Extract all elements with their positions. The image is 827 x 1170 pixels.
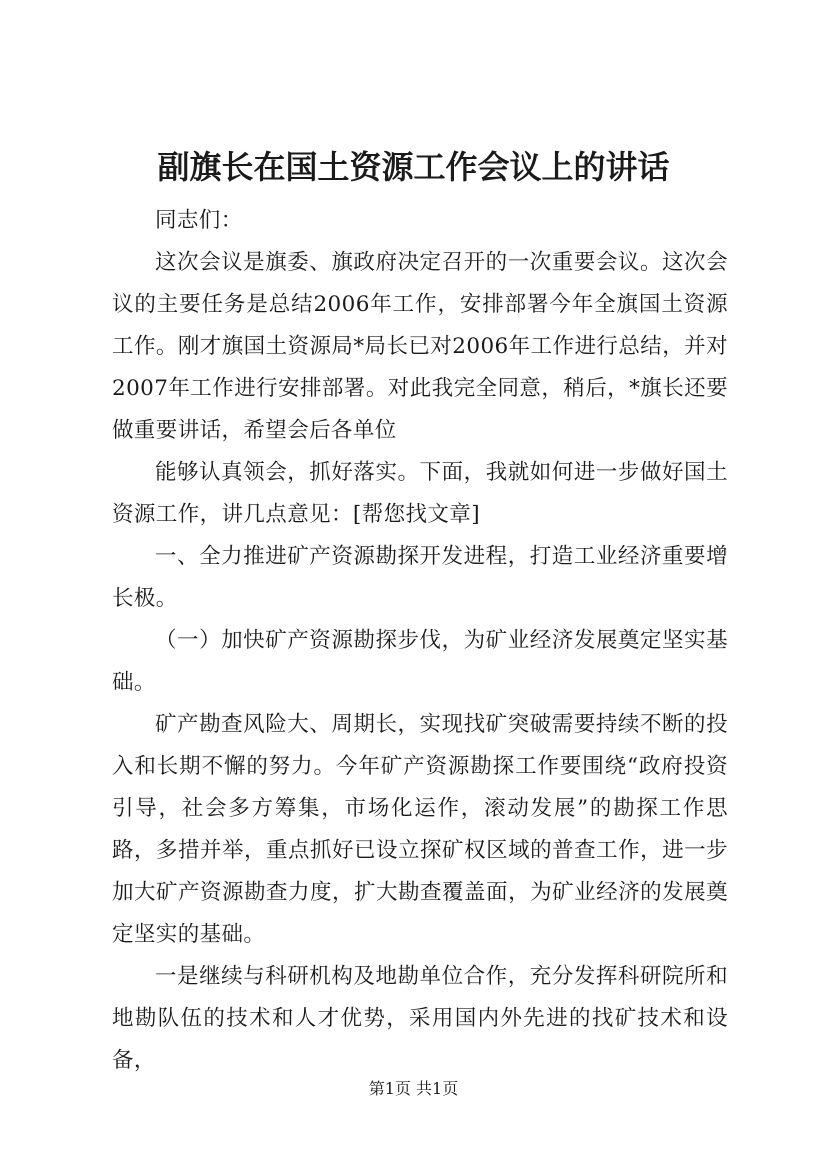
paragraph-body-cooperation: 一是继续与科研机构及地勘单位合作，充分发挥科研院所和地勘队伍的技术和人才优势，采用国内外先进的找矿技术和设备， xyxy=(112,964,728,1073)
document-title: 副旗长在国土资源工作会议上的讲话 xyxy=(157,148,670,186)
document-body xyxy=(112,200,728,1082)
page-footer: 第1页 共1页 xyxy=(368,1079,459,1098)
paragraph-section-heading-1: 一、全力推进矿产资源勘探开发进程，打造工业经济重要增长极。 xyxy=(112,544,728,611)
paragraph-salutation: 同志们： xyxy=(155,208,243,233)
paragraph-intro-continued: 能够认真领会，抓好落实。下面，我就如何进一步做好国土资源工作，讲几点意见：[帮您找文章] xyxy=(112,460,728,527)
paragraph-body-exploration: 矿产勘查风险大、周期长，实现找矿突破需要持续不断的投入和长期不懈的努力。今年矿产资源勘探工作要围绕“政府投资引导，社会多方筹集，市场化运作，滚动发展”的勘探工作思路，多措并举，重点抓好已设立探矿权区域的普查工作，进一步加大矿产资源勘查力度，扩大勘查覆盖面，为矿业经济的发展奠定坚实的基础。 xyxy=(112,712,728,947)
paragraph-intro: 这次会议是旗委、旗政府决定召开的一次重要会议。这次会议的主要任务是总结2006年工作，安排部署今年全旗国土资源工作。刚才旗国土资源局*局长已对2006年工作进行总结，并对2007年工作进行安排部署。对此我完全同意，稍后，*旗长还要做重要讲话，希望会后各单位 xyxy=(112,250,728,443)
paragraph-subsection-heading-1: （一）加快矿产资源勘探步伐，为矿业经济发展奠定坚实基础。 xyxy=(112,628,728,695)
